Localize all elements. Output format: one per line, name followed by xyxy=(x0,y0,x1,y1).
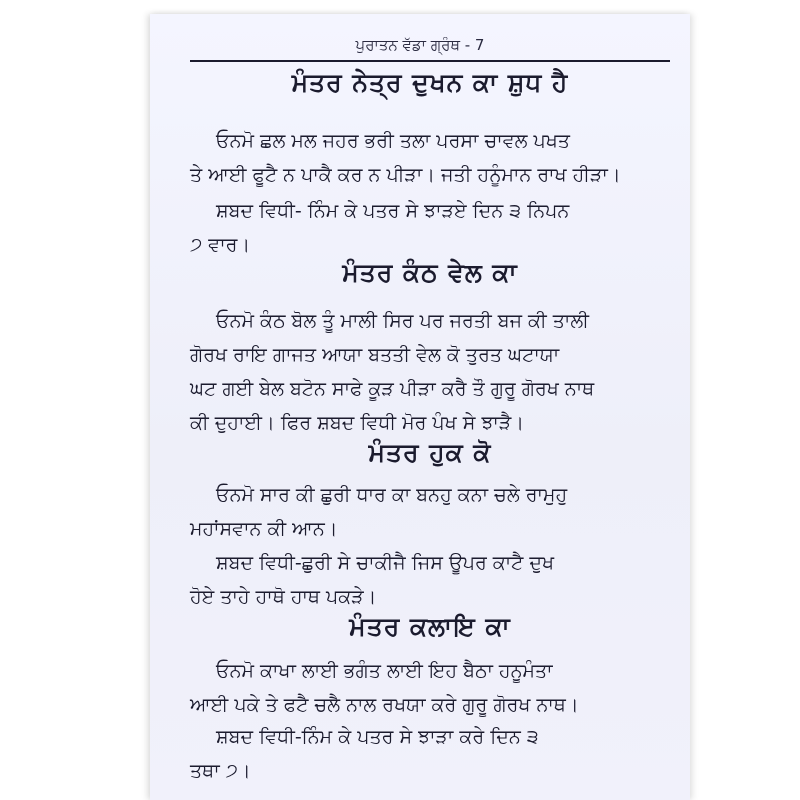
mantra-text xyxy=(190,478,670,546)
text-line: ਆਈ ਪਕੇ ਤੇ ਫਟੈ ਚਲੈ ਨਾਲ ਰਖਯਾ ਕਰੇ ਗੁਰੂ ਗੋਰਖ ਨਾਥ। xyxy=(190,694,579,716)
text-line: ਗੋਰਖ ਰਾਇ ਗਾਜਤ ਆਯਾ ਬਤਤੀ ਵੇਲ ਕੋ ਤੁਰਤ ਘਟਾਯਾ xyxy=(190,344,560,366)
mantra-text xyxy=(190,124,670,192)
mantra-text xyxy=(190,654,670,722)
mantra-text xyxy=(190,304,670,440)
text-line: ਕੀ ਦੁਹਾਈ। ਫਿਰ ਸ਼ਬਦ ਵਿਧੀ ਮੋਰ ਪੰਖ ਸੇ ਝਾੜੈ। xyxy=(190,412,525,434)
book-page xyxy=(150,14,690,800)
method-text xyxy=(190,720,670,788)
running-head: ਪੁਰਾਤਨ ਵੱਡਾ ਗ੍ਰੰਥ - 7 xyxy=(355,36,485,54)
text-line: ਹੋਏ ਤਾਹੇ ਹਾਥੋ ਹਾਥ ਪਕੜੇ। xyxy=(190,586,377,608)
section-title: ਮੰਤਰ ਕਲਾਇ ਕਾ xyxy=(349,612,511,641)
section-title: ਮੰਤਰ ਨੇਤ੍ਰ ਦੁਖਨ ਕਾ ਸ਼ੁਧ ਹੈ xyxy=(291,68,569,97)
section-title: ਮੰਤਰ ਕੰਠ ਵੇਲ ਕਾ xyxy=(342,258,518,287)
text-line: ਤੇ ਆਈ ਫੂਟੈ ਨ ਪਾਕੈ ਕਰ ਨ ਪੀੜਾ। ਜਤੀ ਹਨੂੰਮਾਨ ਰਾਖ ਹੀੜਾ। xyxy=(190,164,621,186)
text-line: ਓਨਮੋ ਸਾਰ ਕੀ ਛੁਰੀ ਧਾਰ ਕਾ ਬਨਹੁ ਕਨਾ ਚਲੇ ਰਾਮੁਹੁ xyxy=(216,484,568,506)
text-line: ਸ਼ਬਦ ਵਿਧੀ- ਨਿੰਮ ਕੇ ਪਤਰ ਸੇ ਝਾੜਏ ਦਿਨ ੩ ਨਿਪਨ xyxy=(216,200,570,222)
text-line: ਓਨਮੋ ਛਲ ਮਲ ਜਹਰ ਭਰੀ ਤਲਾ ਪਰਸਾ ਚਾਵਲ ਪਖਤ xyxy=(216,130,570,152)
text-line: ਤਥਾ ੭। xyxy=(190,760,251,782)
method-text xyxy=(190,194,670,262)
text-line: ਓਨਮੋ ਕੰਠ ਬੋਲ ਤੂੰ ਮਾਲੀ ਸਿਰ ਪਰ ਜਰਤੀ ਬਜ ਕੀ ਤਾਲੀ xyxy=(216,310,589,332)
text-line: ਘਟ ਗਈ ਬੇਲ ਬਟੋਨ ਸਾਫੇ ਕੂੜ ਪੀੜਾ ਕਰੈ ਤੌ ਗੁਰੂ ਗੋਰਖ ਨਾਥ xyxy=(190,378,595,400)
text-line: ੭ ਵਾਰ। xyxy=(190,234,251,256)
text-line: ਸ਼ਬਦ ਵਿਧੀ-ਛੁਰੀ ਸੇ ਚਾਕੀਜੈ ਜਿਸ ਊਪਰ ਕਾਟੈ ਦੁਖ xyxy=(216,552,555,574)
method-text xyxy=(190,546,670,614)
section-title: ਮੰਤਰ ਹੁਕ ਕੋ xyxy=(368,438,492,467)
text-line: ਸ਼ਬਦ ਵਿਧੀ-ਨਿੰਮ ਕੇ ਪਤਰ ਸੇ ਝਾੜਾ ਕਰੇ ਦਿਨ ੩ xyxy=(216,726,539,748)
header-rule xyxy=(190,60,670,62)
text-line: ਮਹਾਂਸਵਾਨ ਕੀ ਆਨ। xyxy=(190,518,338,540)
text-line: ਓਨਮੋ ਕਾਖਾ ਲਾਈ ਭਗੰਤ ਲਾਈ ਇਹ ਬੈਠਾ ਹਨੂਮੰਤਾ xyxy=(216,660,553,682)
